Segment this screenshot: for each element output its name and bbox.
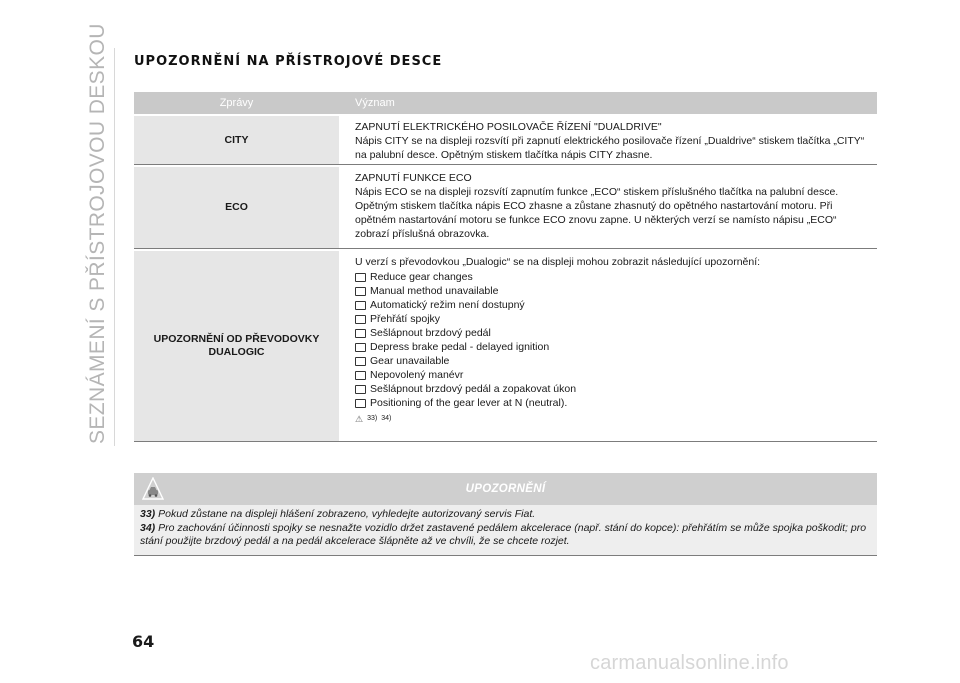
note-number: 33) (140, 508, 156, 520)
display-message-icon (355, 371, 366, 380)
list-item (355, 270, 867, 284)
display-message-icon (355, 287, 366, 296)
caution-note-33 (140, 508, 871, 522)
list-item (355, 340, 867, 354)
header-messages: Zprávy (219, 97, 254, 109)
list-item (355, 298, 867, 312)
message-city: CITY (224, 133, 249, 146)
display-message-icon (355, 273, 366, 282)
display-message-icon (355, 329, 366, 338)
list-item-text: Manual method unavailable (370, 285, 499, 297)
section-side-title: SEZNÁMENÍ S PŘÍSTROJOVOU DESKOU (86, 23, 109, 444)
list-item-text: Reduce gear changes (370, 271, 473, 283)
footnote-refs (355, 412, 867, 426)
table-row (134, 167, 877, 249)
table-header (134, 92, 877, 114)
list-item-text: Sešlápnout brzdový pedál a zopakovat úkon (370, 383, 577, 395)
list-item-text: Depress brake pedal - delayed ignition (370, 341, 550, 353)
meaning-heading: ZAPNUTÍ FUNKCE ECO (355, 172, 472, 184)
page-number: 64 (132, 632, 155, 651)
meaning-city (339, 116, 877, 164)
header-meaning: Význam (355, 97, 395, 109)
display-message-icon (355, 315, 366, 324)
caution-box (134, 473, 877, 556)
list-item (355, 382, 867, 396)
side-divider (114, 48, 115, 446)
meaning-heading: ZAPNUTÍ ELEKTRICKÉHO POSILOVAČE ŘÍZENÍ "DUALDRIVE" (355, 121, 662, 133)
car-warning-icon (142, 477, 164, 501)
caution-header (134, 473, 877, 505)
meaning-text: Nápis CITY se na displeji rozsvítí při zapnutí elektrického posilovače řízení „Dualdrive“ stiskem tlačítka „CITY“ na palubní desce. Opětným stiskem tlačítka nápis CITY zhasne. (355, 135, 865, 161)
display-message-icon (355, 357, 366, 366)
ref-33[interactable]: 33) (367, 415, 378, 422)
list-item-text: Nepovolený manévr (370, 369, 464, 381)
note-number: 34) (140, 521, 156, 534)
caution-note-34 (140, 522, 871, 549)
list-item (355, 326, 867, 340)
message-dualogic-line2: DUALOGIC (208, 346, 265, 358)
display-message-icon (355, 301, 366, 310)
meaning-eco (339, 167, 877, 248)
display-message-icon (355, 343, 366, 352)
list-item-text: Positioning of the gear lever at N (neutral). (370, 397, 568, 409)
warning-triangle-icon: ⚠ (355, 414, 364, 424)
list-item (355, 312, 867, 326)
list-item (355, 396, 867, 410)
caution-title: UPOZORNĚNÍ (465, 483, 546, 495)
table-row (134, 251, 877, 442)
list-item-text: Sešlápnout brzdový pedál (370, 327, 491, 339)
list-item-text: Automatický režim není dostupný (370, 299, 525, 311)
page-title: UPOZORNĚNÍ NA PŘÍSTROJOVÉ DESCE (134, 54, 443, 69)
watermark: carmanualsonline.info (590, 652, 789, 674)
message-dualogic (134, 251, 339, 441)
message-dualogic-line1: UPOZORNĚNÍ OD PŘEVODOVKY (153, 333, 320, 345)
meaning-intro: U verzí s převodovkou „Dualogic“ se na displeji mohou zobrazit následující upozornění: (355, 256, 761, 268)
note-text: Pro zachování účinnosti spojky se nesnažte vozidlo držet zastavené pedálem akcelerace (např. stání do kopce): přehřátím se může spojka poškodit; pro stání použijte brzdový pedál a na pedál akcelerace šlápněte až ve chvíli, že se chcete rozjet. (140, 521, 867, 547)
table-row (134, 116, 877, 165)
messages-table (134, 92, 877, 442)
message-eco: ECO (225, 201, 248, 213)
meaning-dualogic (339, 251, 877, 441)
caution-notes (134, 505, 877, 556)
list-item-text: Gear unavailable (370, 355, 450, 367)
meaning-text: Nápis ECO se na displeji rozsvítí zapnutím funkce „ECO“ stiskem příslušného tlačítka na palubní desce. Opětným stiskem tlačítka nápis ECO zhasne a zůstane zhasnutý do opětného nastartování motoru. Při opětném nastartování motoru se funkce ECO znovu zapne. U některých verzí se namísto nápisu „ECO“ zobrazí příslušná obrazovka. (355, 186, 839, 240)
ref-34[interactable]: 34) (381, 415, 392, 422)
list-item (355, 284, 867, 298)
list-item (355, 354, 867, 368)
list-item-text: Přehřátí spojky (370, 313, 441, 325)
list-item (355, 368, 867, 382)
display-message-icon (355, 385, 366, 394)
note-text: Pokud zůstane na displeji hlášení zobrazeno, vyhledejte autorizovaný servis Fiat. (158, 508, 536, 520)
display-message-icon (355, 399, 366, 408)
